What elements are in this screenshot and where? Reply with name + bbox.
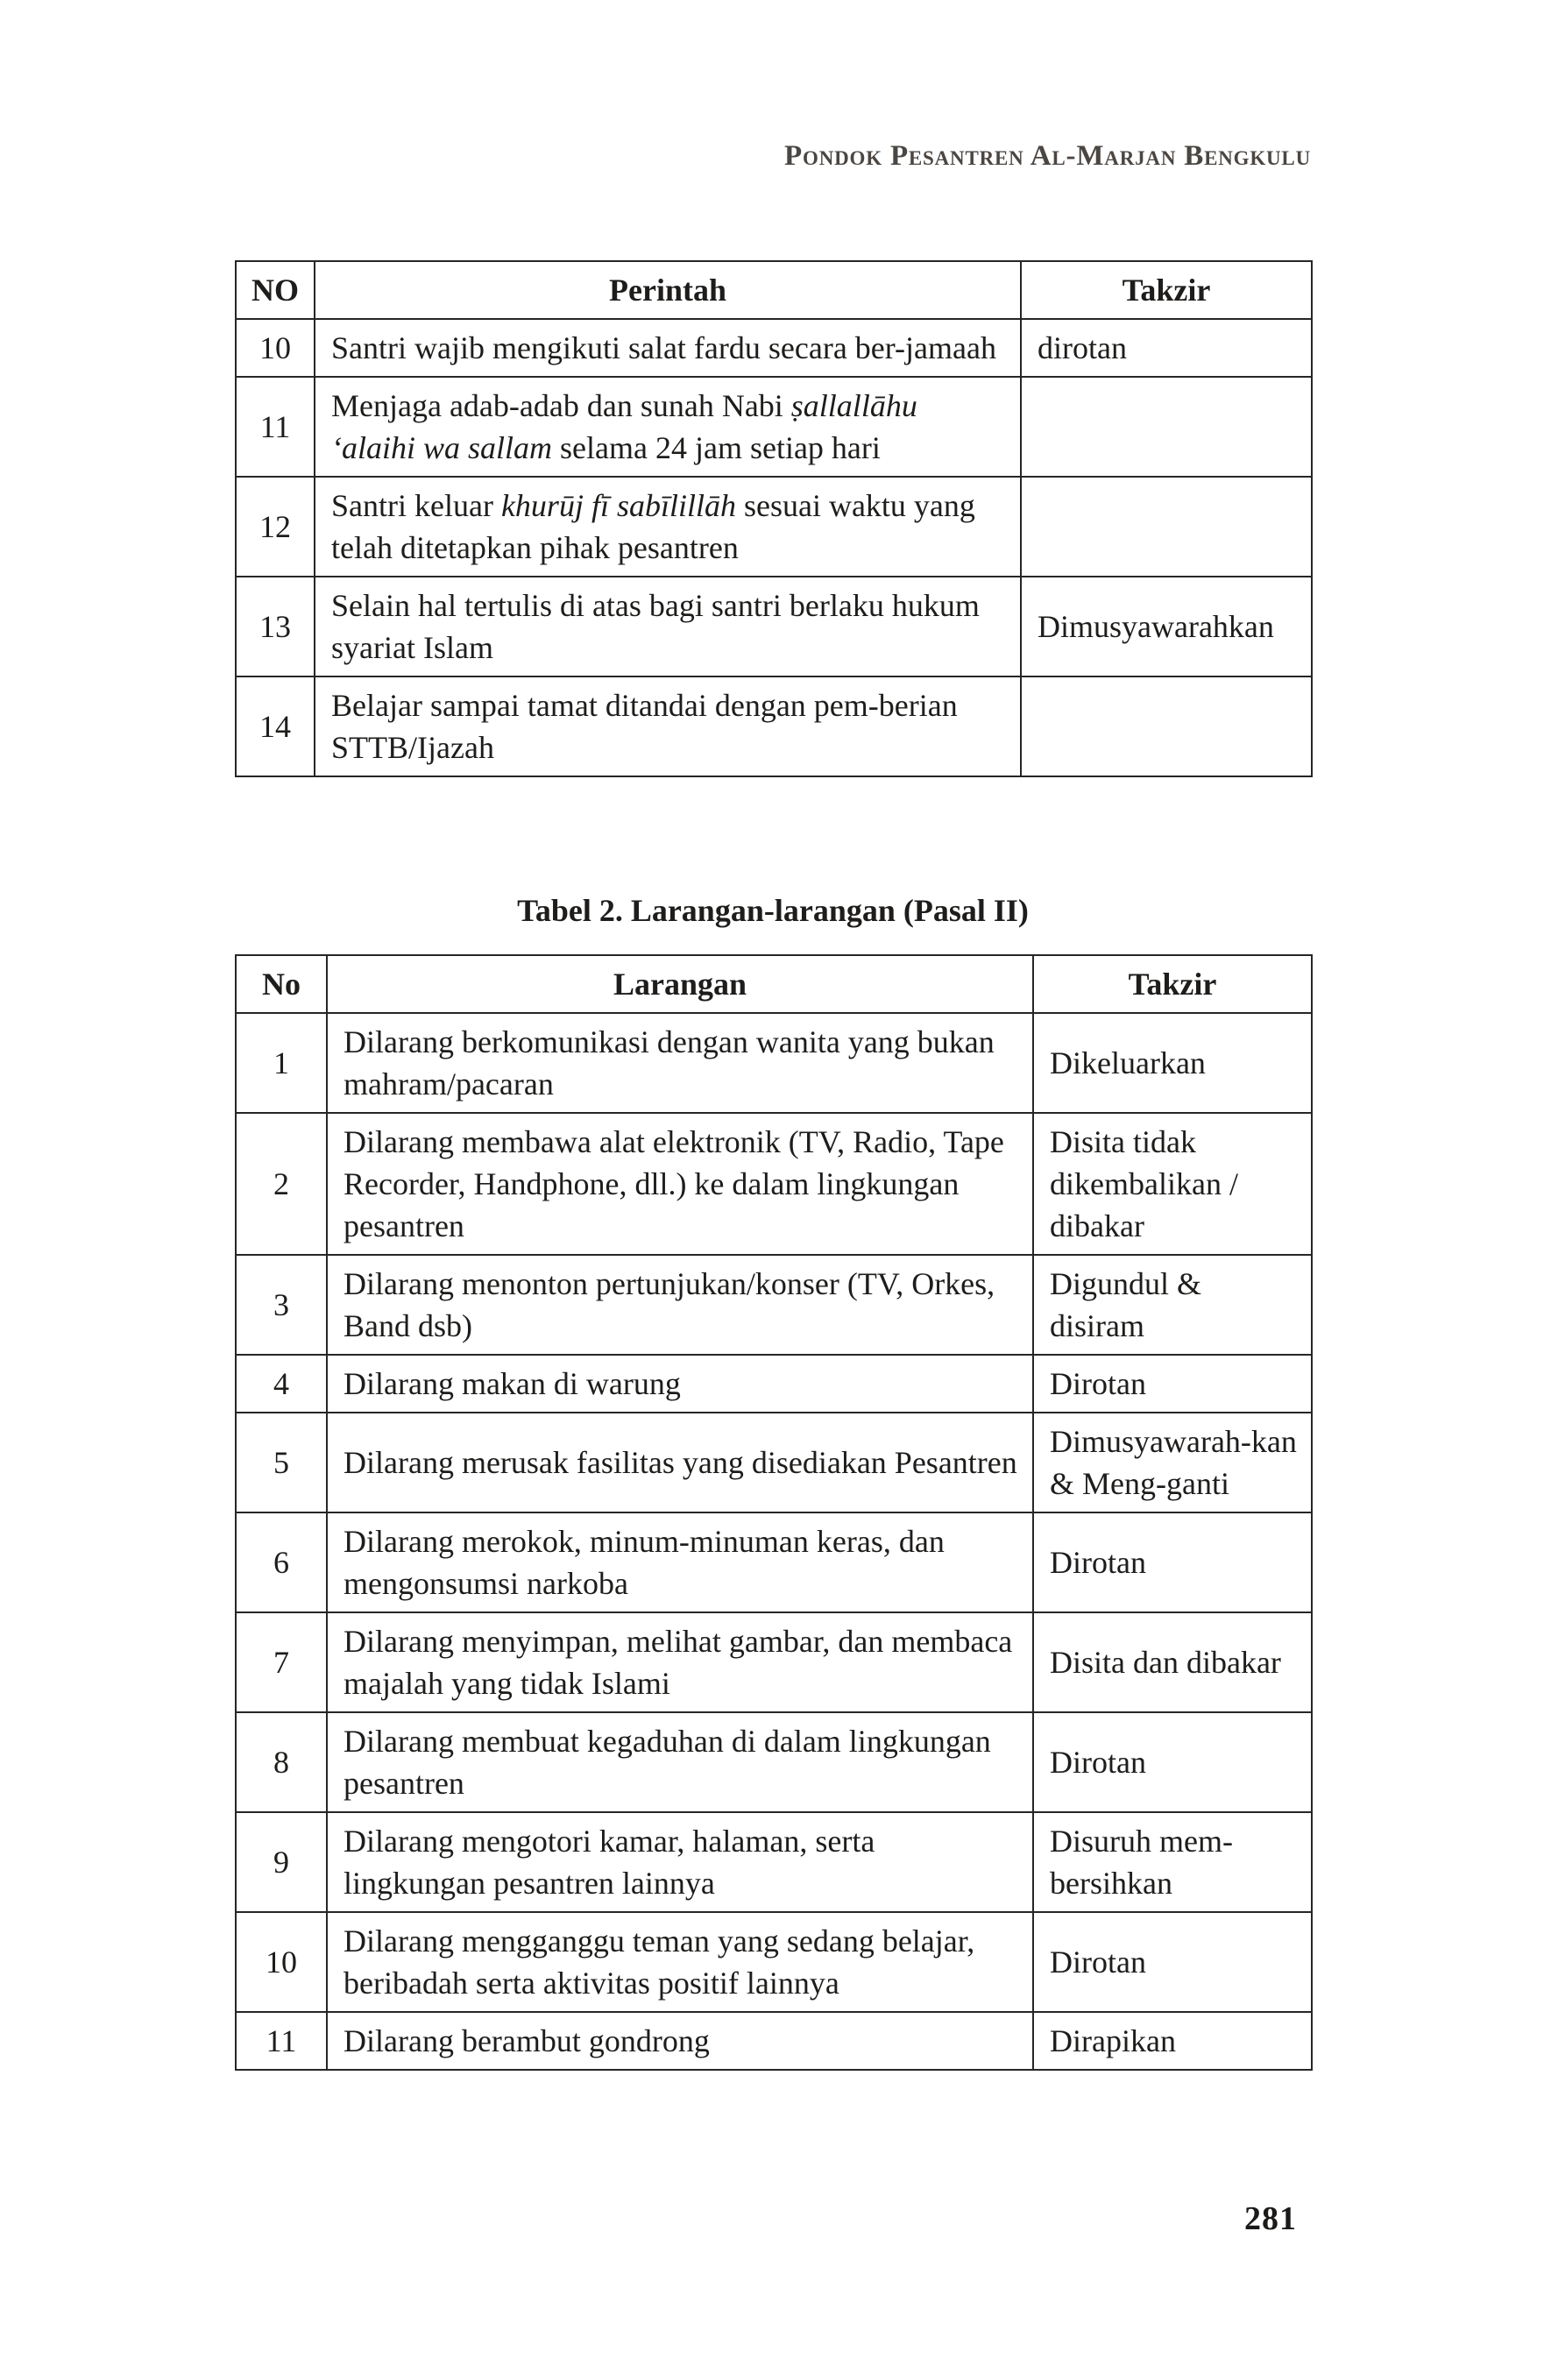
- table-row: [236, 1712, 1312, 1812]
- table-row: [236, 377, 1312, 477]
- col-header-no: NO: [236, 261, 315, 319]
- cell-no: 2: [236, 1113, 327, 1255]
- cell-takzir: Disita tidak dikembalikan / dibakar: [1033, 1113, 1312, 1255]
- col-header-larangan: Larangan: [327, 955, 1033, 1013]
- cell-larangan: Dilarang merokok, minum-minuman keras, dan mengonsumsi narkoba: [327, 1512, 1033, 1612]
- page-number: 281: [1244, 2200, 1297, 2237]
- table2-title: Tabel 2. Larangan-larangan (Pasal II): [517, 893, 1029, 928]
- perintah-text: Santri keluar: [331, 488, 501, 523]
- cell-no: 13: [236, 577, 315, 676]
- cell-no: 10: [236, 319, 315, 377]
- perintah-table: [235, 260, 1313, 777]
- cell-larangan: Dilarang merusak fasilitas yang disediakan Pesantren: [327, 1413, 1033, 1512]
- col-header-perintah: Perintah: [315, 261, 1021, 319]
- cell-perintah: [315, 377, 1021, 477]
- cell-takzir: Dirotan: [1033, 1355, 1312, 1413]
- cell-larangan: Dilarang berambut gondrong: [327, 2012, 1033, 2070]
- cell-takzir: Dirotan: [1033, 1712, 1312, 1812]
- table-row: [236, 1255, 1312, 1355]
- cell-takzir: Dirotan: [1033, 1912, 1312, 2012]
- table-row: [236, 2012, 1312, 2070]
- table-row: [236, 676, 1312, 776]
- arabic-transliteration: khurūj fī sabīlillāh: [500, 488, 736, 523]
- cell-takzir: [1021, 676, 1312, 776]
- cell-no: 8: [236, 1712, 327, 1812]
- cell-takzir: dirotan: [1021, 319, 1312, 377]
- perintah-text: selama 24 jam setiap hari: [552, 430, 881, 465]
- cell-takzir: Disita dan dibakar: [1033, 1612, 1312, 1712]
- cell-takzir: Dimusyawarah-kan & Meng-ganti: [1033, 1413, 1312, 1512]
- col-header-no: No: [236, 955, 327, 1013]
- table-row: [236, 477, 1312, 577]
- cell-perintah: Belajar sampai tamat ditandai dengan pem-berian STTB/Ijazah: [315, 676, 1021, 776]
- cell-takzir: [1021, 477, 1312, 577]
- larangan-table: [235, 954, 1313, 2071]
- cell-no: 5: [236, 1413, 327, 1512]
- col-header-takzir: Takzir: [1033, 955, 1312, 1013]
- table-header-row: [236, 955, 1312, 1013]
- arabic-transliteration: ṣallallāhu ‘alaihi wa sallam: [331, 388, 917, 465]
- running-header: Pondok Pesantren Al-Marjan Bengkulu: [784, 140, 1311, 172]
- table-row: [236, 1612, 1312, 1712]
- table-row: [236, 1013, 1312, 1113]
- table-header-row: [236, 261, 1312, 319]
- cell-perintah: Santri wajib mengikuti salat fardu secara ber-jamaah: [315, 319, 1021, 377]
- cell-larangan: Dilarang mengganggu teman yang sedang belajar, beribadah serta aktivitas positif lainnya: [327, 1912, 1033, 2012]
- cell-larangan: Dilarang makan di warung: [327, 1355, 1033, 1413]
- table-row: [236, 1512, 1312, 1612]
- cell-no: 6: [236, 1512, 327, 1612]
- cell-no: 9: [236, 1812, 327, 1912]
- cell-takzir: [1021, 377, 1312, 477]
- cell-larangan: Dilarang berkomunikasi dengan wanita yang bukan mahram/pacaran: [327, 1013, 1033, 1113]
- cell-larangan: Dilarang menyimpan, melihat gambar, dan membaca majalah yang tidak Islami: [327, 1612, 1033, 1712]
- table-row: [236, 319, 1312, 377]
- cell-larangan: Dilarang membuat kegaduhan di dalam lingkungan pesantren: [327, 1712, 1033, 1812]
- cell-no: 3: [236, 1255, 327, 1355]
- cell-no: 10: [236, 1912, 327, 2012]
- col-header-takzir: Takzir: [1021, 261, 1312, 319]
- cell-takzir: Dimusyawarahkan: [1021, 577, 1312, 676]
- cell-takzir: Disuruh mem-bersihkan: [1033, 1812, 1312, 1912]
- cell-no: 11: [236, 2012, 327, 2070]
- table-row: [236, 1113, 1312, 1255]
- cell-perintah: Selain hal tertulis di atas bagi santri berlaku hukum syariat Islam: [315, 577, 1021, 676]
- cell-takzir: Dirapikan: [1033, 2012, 1312, 2070]
- cell-larangan: Dilarang menonton pertunjukan/konser (TV, Orkes, Band dsb): [327, 1255, 1033, 1355]
- cell-takzir: Dirotan: [1033, 1512, 1312, 1612]
- perintah-text: Menjaga adab-adab dan sunah Nabi: [331, 388, 791, 423]
- perintah-text: sesuai waktu yang telah ditetapkan pihak pesantren: [331, 488, 975, 565]
- table-row: [236, 1812, 1312, 1912]
- cell-no: 4: [236, 1355, 327, 1413]
- cell-no: 7: [236, 1612, 327, 1712]
- table-row: [236, 1355, 1312, 1413]
- cell-perintah: [315, 477, 1021, 577]
- cell-no: 11: [236, 377, 315, 477]
- table-row: [236, 1413, 1312, 1512]
- cell-takzir: Digundul & disiram: [1033, 1255, 1312, 1355]
- cell-no: 14: [236, 676, 315, 776]
- cell-no: 1: [236, 1013, 327, 1113]
- cell-larangan: Dilarang mengotori kamar, halaman, serta lingkungan pesantren lainnya: [327, 1812, 1033, 1912]
- cell-takzir: Dikeluarkan: [1033, 1013, 1312, 1113]
- cell-no: 12: [236, 477, 315, 577]
- cell-larangan: Dilarang membawa alat elektronik (TV, Radio, Tape Recorder, Handphone, dll.) ke dalam lingkungan pesantren: [327, 1113, 1033, 1255]
- table-row: [236, 1912, 1312, 2012]
- table-row: [236, 577, 1312, 676]
